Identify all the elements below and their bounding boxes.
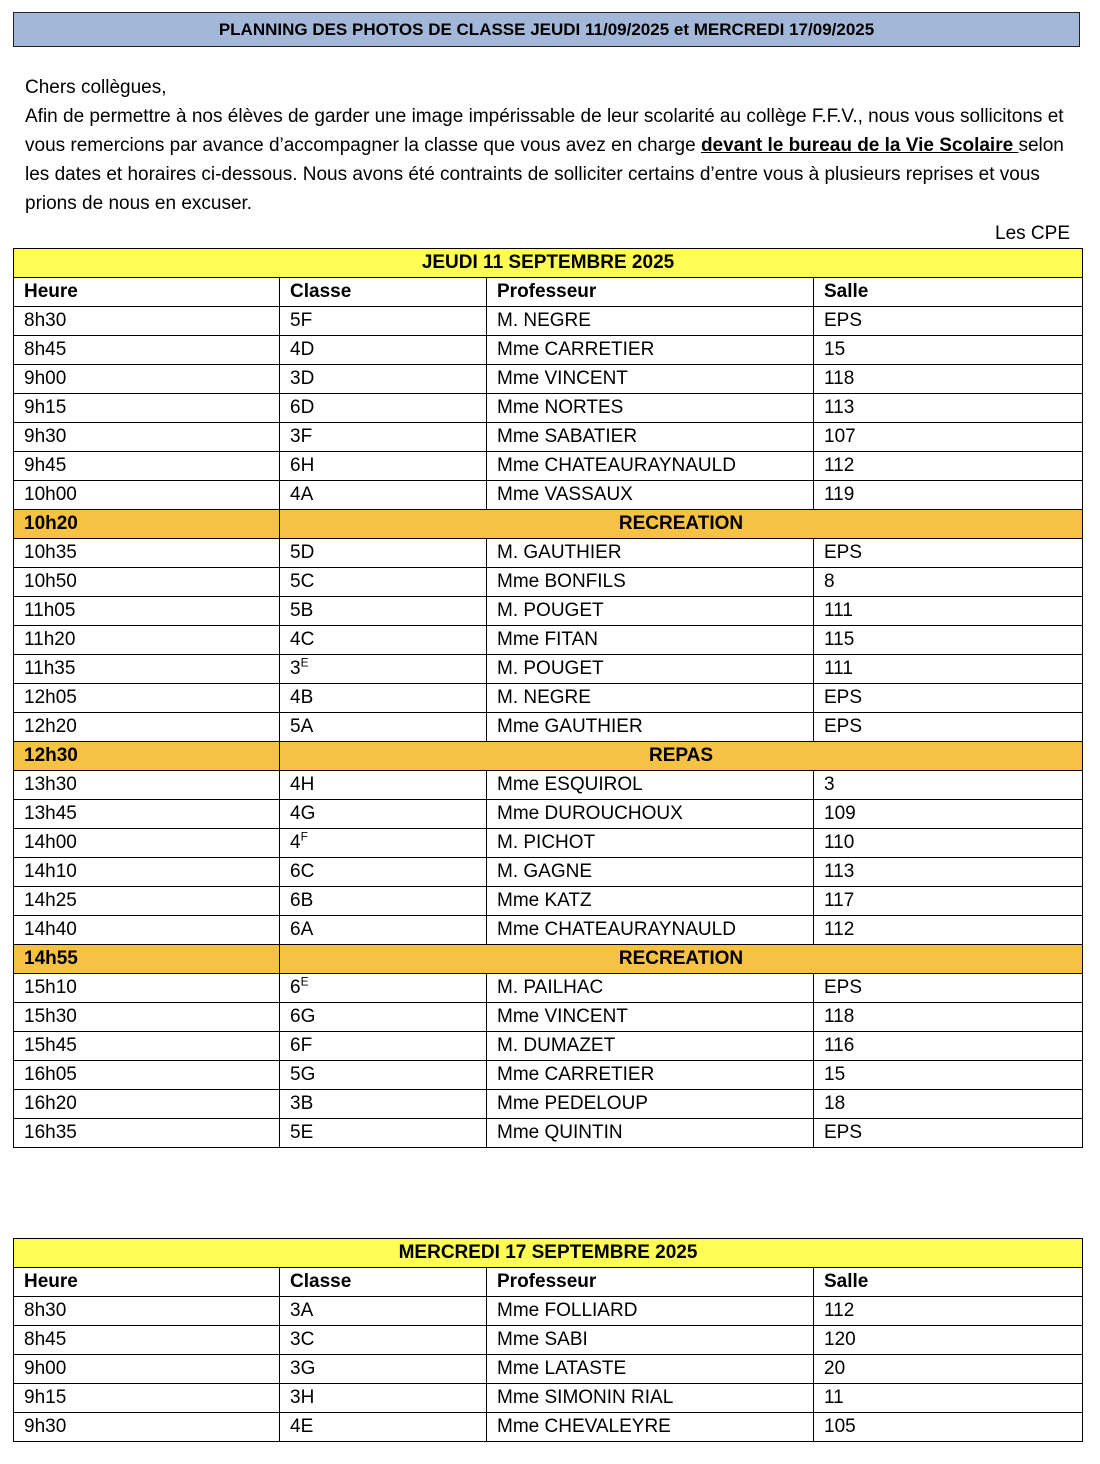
heure-cell: 8h30 <box>14 1297 280 1326</box>
table-row <box>14 655 1083 684</box>
table-row <box>14 1355 1083 1384</box>
classe-value: 5B <box>290 600 314 621</box>
heure-cell: 11h20 <box>14 626 280 655</box>
classe-cell <box>280 1003 487 1032</box>
classe-cell <box>280 568 487 597</box>
salle-cell: 112 <box>814 1297 1083 1326</box>
professeur-cell: Mme ESQUIROL <box>487 771 814 800</box>
classe-value: 3G <box>290 1358 316 1379</box>
day-title: MERCREDI 17 SEPTEMBRE 2025 <box>14 1239 1083 1268</box>
salle-cell: 3 <box>814 771 1083 800</box>
classe-value: 3 <box>290 658 301 679</box>
salle-cell: 11 <box>814 1384 1083 1413</box>
heure-cell: 16h05 <box>14 1061 280 1090</box>
professeur-cell: Mme BONFILS <box>487 568 814 597</box>
classe-cell <box>280 974 487 1003</box>
heure-cell: 9h00 <box>14 365 280 394</box>
heure-cell: 10h50 <box>14 568 280 597</box>
heure-cell: 8h30 <box>14 307 280 336</box>
table-row <box>14 568 1083 597</box>
heure-cell: 9h45 <box>14 452 280 481</box>
greeting: Chers collègues, <box>25 77 167 98</box>
professeur-cell: Mme FITAN <box>487 626 814 655</box>
classe-cell <box>280 771 487 800</box>
header-salle: Salle <box>814 1268 1083 1297</box>
classe-value: 6 <box>290 977 301 998</box>
salle-cell: 117 <box>814 887 1083 916</box>
salle-cell: 119 <box>814 481 1083 510</box>
schedule-table-thursday <box>13 248 1083 1148</box>
professeur-cell: Mme CARRETIER <box>487 336 814 365</box>
classe-value: 5F <box>290 310 313 331</box>
table-row <box>14 771 1083 800</box>
schedule-table-wednesday <box>13 1238 1083 1442</box>
classe-value: 5G <box>290 1064 316 1085</box>
heure-cell: 14h00 <box>14 829 280 858</box>
table-row <box>14 1003 1083 1032</box>
heure-cell: 14h40 <box>14 916 280 945</box>
salle-cell: 111 <box>814 655 1083 684</box>
classe-cell <box>280 307 487 336</box>
intro-paragraph <box>25 102 1075 218</box>
classe-cell <box>280 481 487 510</box>
classe-value: 4B <box>290 687 314 708</box>
professeur-cell: Mme SABI <box>487 1326 814 1355</box>
heure-cell: 9h30 <box>14 1413 280 1442</box>
table-row <box>14 423 1083 452</box>
heure-cell: 13h30 <box>14 771 280 800</box>
intro-emphasis: devant le bureau de la Vie Scolaire <box>700 135 1019 156</box>
professeur-cell: M. NEGRE <box>487 307 814 336</box>
classe-value: 4A <box>290 484 314 505</box>
table-row <box>14 539 1083 568</box>
classe-cell <box>280 713 487 742</box>
table-row <box>14 365 1083 394</box>
classe-cell <box>280 684 487 713</box>
classe-superscript: E <box>300 974 309 989</box>
table-row <box>14 1090 1083 1119</box>
salle-cell: EPS <box>814 974 1083 1003</box>
salle-cell: 116 <box>814 1032 1083 1061</box>
classe-cell <box>280 858 487 887</box>
day-title: JEUDI 11 SEPTEMBRE 2025 <box>14 249 1083 278</box>
classe-value: 5C <box>290 571 315 592</box>
classe-cell <box>280 1119 487 1148</box>
heure-cell: 14h10 <box>14 858 280 887</box>
classe-value: 6D <box>290 397 315 418</box>
classe-value: 3D <box>290 368 315 389</box>
table-row <box>14 452 1083 481</box>
classe-cell <box>280 626 487 655</box>
header-classe: Classe <box>280 278 487 307</box>
intro-letter <box>25 73 1075 218</box>
heure-cell: 8h45 <box>14 1326 280 1355</box>
heure-cell: 16h20 <box>14 1090 280 1119</box>
classe-value: 3B <box>290 1093 314 1114</box>
classe-cell <box>280 1090 487 1119</box>
table-row <box>14 1061 1083 1090</box>
intro-text-before: Afin de permettre à nos élèves de garder une image impérissable de leur scolarité au collège F.F.V., nous vous sollicitons et vous remercions par avance d’accompagner la classe que vous avez en charge <box>25 106 1064 156</box>
salle-cell: EPS <box>814 307 1083 336</box>
professeur-cell: Mme KATZ <box>487 887 814 916</box>
intro-text-after: selon les dates et horaires ci-dessous. Nous avons été contraints de solliciter certains d’entre vous à plusieurs reprises et vous prions de nous en excuser. <box>25 135 1064 214</box>
classe-value: 4H <box>290 774 315 795</box>
header-heure: Heure <box>14 278 280 307</box>
heure-cell: 11h35 <box>14 655 280 684</box>
classe-value: 6B <box>290 890 314 911</box>
table-row <box>14 858 1083 887</box>
professeur-cell: Mme VASSAUX <box>487 481 814 510</box>
professeur-cell: Mme FOLLIARD <box>487 1297 814 1326</box>
classe-cell <box>280 829 487 858</box>
table-row <box>14 307 1083 336</box>
classe-superscript: E <box>300 655 309 670</box>
day-header-row <box>14 1239 1083 1268</box>
table-row <box>14 394 1083 423</box>
table-row <box>14 713 1083 742</box>
heure-cell: 15h45 <box>14 1032 280 1061</box>
professeur-cell: M. DUMAZET <box>487 1032 814 1061</box>
table-row <box>14 829 1083 858</box>
classe-value: 4G <box>290 803 316 824</box>
classe-cell <box>280 365 487 394</box>
salle-cell: 118 <box>814 365 1083 394</box>
day-header-row <box>14 249 1083 278</box>
table-row <box>14 597 1083 626</box>
classe-value: 5E <box>290 1122 314 1143</box>
heure-cell: 8h45 <box>14 336 280 365</box>
break-label: RECREATION <box>280 510 1083 539</box>
break-row <box>14 510 1083 539</box>
break-label: RECREATION <box>280 945 1083 974</box>
classe-cell <box>280 1326 487 1355</box>
salle-cell: 20 <box>814 1355 1083 1384</box>
heure-cell: 12h30 <box>14 742 280 771</box>
classe-value: 3A <box>290 1300 314 1321</box>
classe-cell <box>280 887 487 916</box>
professeur-cell: M. PICHOT <box>487 829 814 858</box>
salle-cell: 15 <box>814 336 1083 365</box>
salle-cell: 113 <box>814 394 1083 423</box>
header-heure: Heure <box>14 1268 280 1297</box>
classe-cell <box>280 1413 487 1442</box>
heure-cell: 9h30 <box>14 423 280 452</box>
heure-cell: 15h30 <box>14 1003 280 1032</box>
professeur-cell: M. PAILHAC <box>487 974 814 1003</box>
professeur-cell: Mme CHEVALEYRE <box>487 1413 814 1442</box>
heure-cell: 12h05 <box>14 684 280 713</box>
table-row <box>14 1413 1083 1442</box>
header-classe: Classe <box>280 1268 487 1297</box>
classe-cell <box>280 800 487 829</box>
heure-cell: 11h05 <box>14 597 280 626</box>
classe-value: 4D <box>290 339 315 360</box>
classe-cell <box>280 452 487 481</box>
break-label: REPAS <box>280 742 1083 771</box>
professeur-cell: Mme LATASTE <box>487 1355 814 1384</box>
table-row <box>14 916 1083 945</box>
classe-cell <box>280 394 487 423</box>
table-row <box>14 974 1083 1003</box>
heure-cell: 15h10 <box>14 974 280 1003</box>
salle-cell: 8 <box>814 568 1083 597</box>
salle-cell: 107 <box>814 423 1083 452</box>
heure-cell: 16h35 <box>14 1119 280 1148</box>
page-title <box>13 12 1080 47</box>
classe-value: 4 <box>290 832 301 853</box>
salle-cell: 115 <box>814 626 1083 655</box>
classe-value: 6H <box>290 455 315 476</box>
classe-value: 4C <box>290 629 315 650</box>
heure-cell: 9h00 <box>14 1355 280 1384</box>
professeur-cell: Mme SIMONIN RIAL <box>487 1384 814 1413</box>
table-row <box>14 1384 1083 1413</box>
classe-value: 3C <box>290 1329 315 1350</box>
professeur-cell: Mme QUINTIN <box>487 1119 814 1148</box>
salle-cell: 18 <box>814 1090 1083 1119</box>
salle-cell: EPS <box>814 684 1083 713</box>
header-professeur: Professeur <box>487 1268 814 1297</box>
classe-cell <box>280 1297 487 1326</box>
salle-cell: 120 <box>814 1326 1083 1355</box>
classe-cell <box>280 655 487 684</box>
classe-cell <box>280 1061 487 1090</box>
heure-cell: 9h15 <box>14 394 280 423</box>
table-row <box>14 887 1083 916</box>
break-row <box>14 742 1083 771</box>
heure-cell: 13h45 <box>14 800 280 829</box>
professeur-cell: Mme VINCENT <box>487 365 814 394</box>
table-row <box>14 800 1083 829</box>
salle-cell: 118 <box>814 1003 1083 1032</box>
table-row <box>14 1326 1083 1355</box>
heure-cell: 9h15 <box>14 1384 280 1413</box>
classe-value: 6F <box>290 1035 313 1056</box>
professeur-cell: M. POUGET <box>487 597 814 626</box>
salle-cell: 111 <box>814 597 1083 626</box>
classe-value: 6G <box>290 1006 316 1027</box>
break-row <box>14 945 1083 974</box>
table-row <box>14 481 1083 510</box>
signature: Les CPE <box>995 223 1070 244</box>
salle-cell: 112 <box>814 452 1083 481</box>
professeur-cell: M. POUGET <box>487 655 814 684</box>
professeur-cell: Mme DUROUCHOUX <box>487 800 814 829</box>
salle-cell: 113 <box>814 858 1083 887</box>
classe-value: 6A <box>290 919 314 940</box>
column-header-row <box>14 278 1083 307</box>
classe-cell <box>280 1355 487 1384</box>
table-row <box>14 1297 1083 1326</box>
heure-cell: 10h20 <box>14 510 280 539</box>
salle-cell: 15 <box>814 1061 1083 1090</box>
salle-cell: 110 <box>814 829 1083 858</box>
table-row <box>14 1119 1083 1148</box>
table-row <box>14 684 1083 713</box>
classe-value: 3F <box>290 426 313 447</box>
professeur-cell: Mme PEDELOUP <box>487 1090 814 1119</box>
table-row <box>14 626 1083 655</box>
classe-value: 5A <box>290 716 314 737</box>
heure-cell: 12h20 <box>14 713 280 742</box>
column-header-row <box>14 1268 1083 1297</box>
professeur-cell: Mme CHATEAURAYNAULD <box>487 916 814 945</box>
header-salle: Salle <box>814 278 1083 307</box>
classe-value: 6C <box>290 861 315 882</box>
classe-cell <box>280 423 487 452</box>
classe-cell <box>280 597 487 626</box>
professeur-cell: Mme CARRETIER <box>487 1061 814 1090</box>
classe-superscript: F <box>300 829 308 844</box>
salle-cell: EPS <box>814 713 1083 742</box>
professeur-cell: Mme NORTES <box>487 394 814 423</box>
salle-cell: 105 <box>814 1413 1083 1442</box>
heure-cell: 10h35 <box>14 539 280 568</box>
classe-cell <box>280 916 487 945</box>
salle-cell: EPS <box>814 1119 1083 1148</box>
classe-cell <box>280 336 487 365</box>
classe-value: 3H <box>290 1387 315 1408</box>
classe-value: 5D <box>290 542 315 563</box>
professeur-cell: Mme CHATEAURAYNAULD <box>487 452 814 481</box>
heure-cell: 10h00 <box>14 481 280 510</box>
table-row <box>14 1032 1083 1061</box>
table-row <box>14 336 1083 365</box>
classe-cell <box>280 1384 487 1413</box>
professeur-cell: Mme SABATIER <box>487 423 814 452</box>
header-professeur: Professeur <box>487 278 814 307</box>
heure-cell: 14h55 <box>14 945 280 974</box>
page-title-text: PLANNING DES PHOTOS DE CLASSE JEUDI 11/09/2025 et MERCREDI 17/09/2025 <box>218 19 875 39</box>
professeur-cell: M. GAGNE <box>487 858 814 887</box>
classe-cell <box>280 539 487 568</box>
professeur-cell: M. GAUTHIER <box>487 539 814 568</box>
professeur-cell: Mme VINCENT <box>487 1003 814 1032</box>
classe-value: 4E <box>290 1416 314 1437</box>
salle-cell: 112 <box>814 916 1083 945</box>
heure-cell: 14h25 <box>14 887 280 916</box>
salle-cell: EPS <box>814 539 1083 568</box>
professeur-cell: Mme GAUTHIER <box>487 713 814 742</box>
salle-cell: 109 <box>814 800 1083 829</box>
classe-cell <box>280 1032 487 1061</box>
professeur-cell: M. NEGRE <box>487 684 814 713</box>
